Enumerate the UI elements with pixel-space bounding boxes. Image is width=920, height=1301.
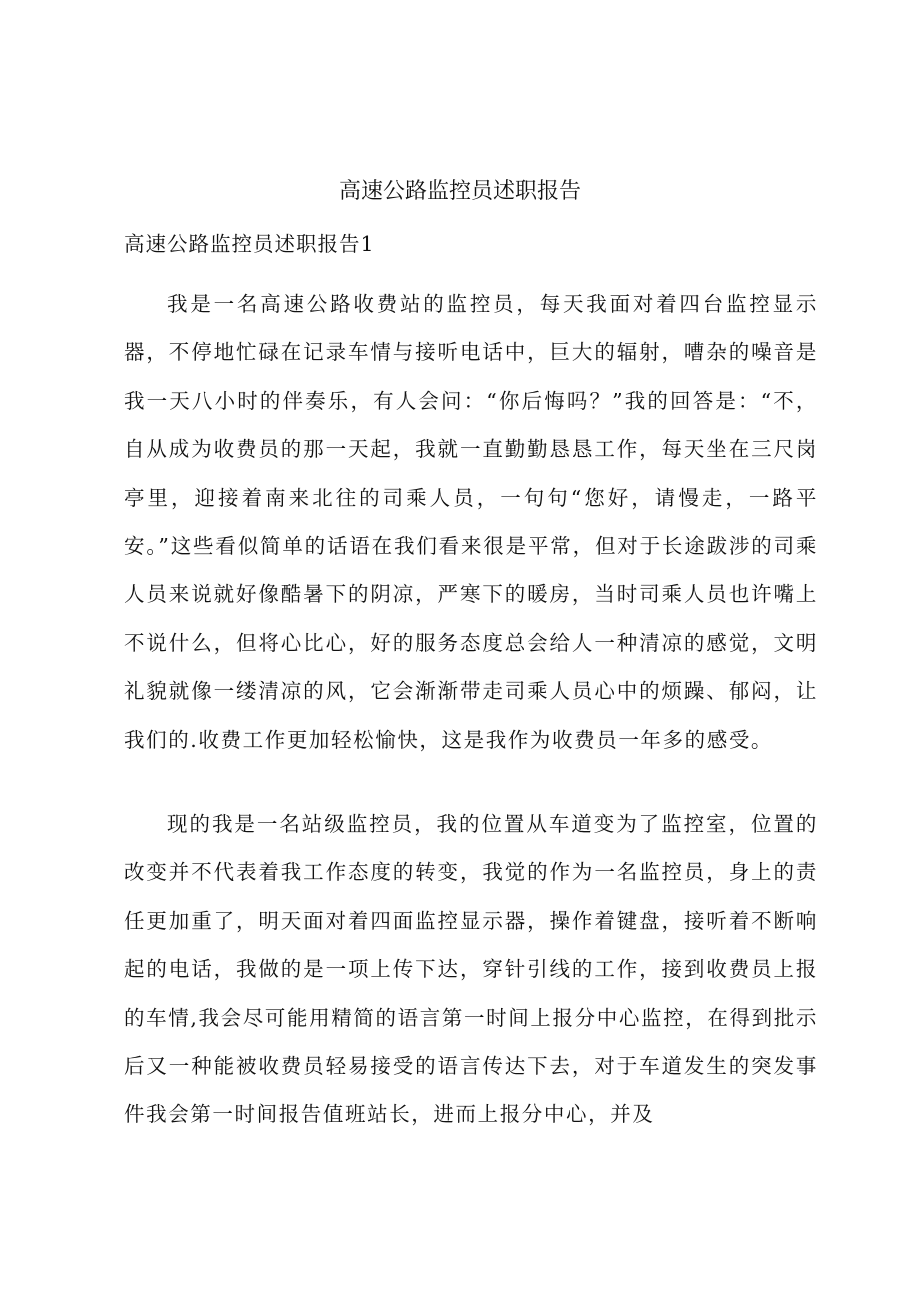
document-title: 高速公路监控员述职报告: [338, 179, 581, 204]
section-heading: 高速公路监控员述职报告1: [124, 232, 375, 256]
paragraph-2: 现的我是一名站级监控员，我的位置从车道变为了监控室，位置的改变并不代表着我工作态度的转变，我觉的作为一名监控员，身上的责任更加重了，明天面对着四面监控显示器，操作着键盘，接听着不断响起的电话，我做的是一项上传下达，穿针引线的工作，接到收费员上报的车情,我会尽可能用精简的语言第一时间上报分中心监控，在得到批示后又一种能被收费员轻易接受的语言传达下去，对于车道发生的突发事件我会第一时间报告值班站长，进而上报分中心，并及: [124, 812, 818, 1127]
paragraph-1: 我是一名高速公路收费站的监控员，每天我面对着四台监控显示器，不停地忙碌在记录车情与接听电话中，巨大的辐射，嘈杂的噪音是我一天八小时的伴奏乐，有人会问：“你后悔吗？”我的回答是：“不，自从成为收费员的那一天起，我就一直勤勤恳恳工作，每天坐在三尺岗亭里，迎接着南来北往的司乘人员，一句句“您好，请慢走，一路平安。”这些看似简单的话语在我们看来很是平常，但对于长途跋涉的司乘人员来说就好像酷暑下的阴凉，严寒下的暖房，当时司乘人员也许嘴上不说什么，但将心比心，好的服务态度总会给人一种清凉的感觉，文明礼貌就像一缕清凉的风，它会渐渐带走司乘人员心中的烦躁、郁闷，让我们的.收费工作更加轻松愉快，这是我作为收费员一年多的感受。: [124, 292, 818, 752]
